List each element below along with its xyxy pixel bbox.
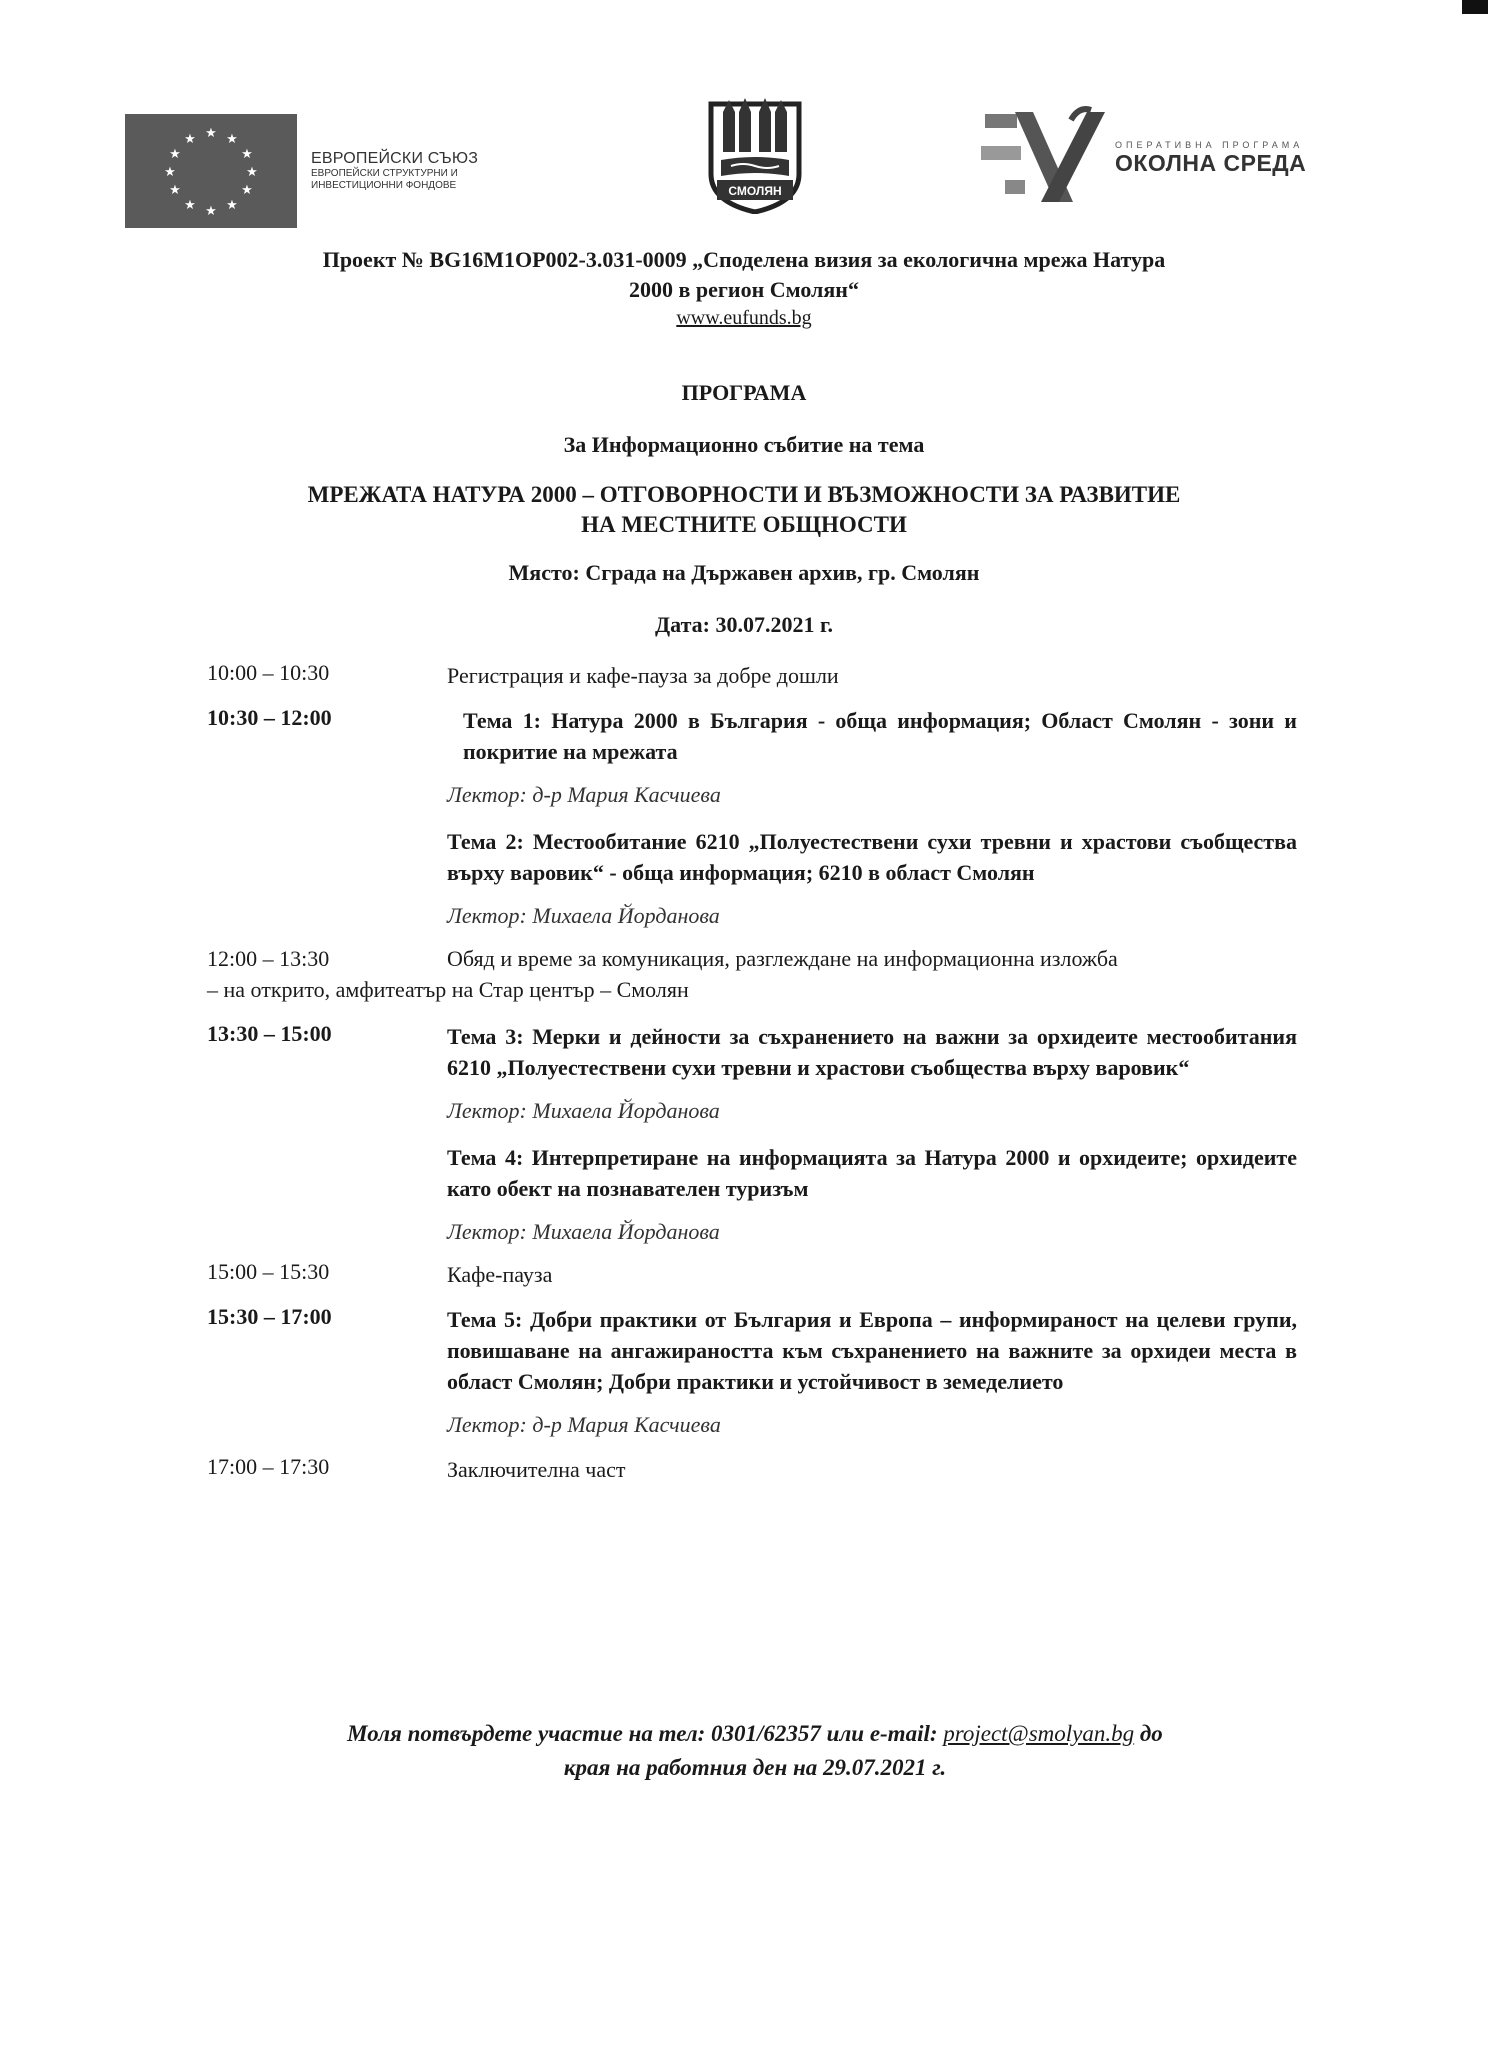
eu-flag-icon (125, 114, 297, 228)
project-title (0, 245, 1488, 305)
eu-logo-subtitle-2: ИНВЕСТИЦИОННИ ФОНДОВЕ (311, 180, 457, 191)
event-place: Място: Сграда на Държавен архив, гр. Смолян (508, 560, 980, 585)
op-logo-small-text: ОПЕРАТИВНА ПРОГРАМА (1115, 140, 1304, 150)
svg-text:★: ★ (241, 147, 253, 162)
topic-4: Тема 4: Интерпретиране на информацията за Натура 2000 и орхидеите; орхидеите като обект на познавателен туризъм (447, 1145, 1297, 1201)
schedule-time: 10:30 – 12:00 (207, 705, 332, 730)
email-link[interactable]: project@smolyan.bg (943, 1721, 1135, 1746)
schedule-time: 10:00 – 10:30 (207, 660, 330, 685)
schedule-time: 12:00 – 13:30 (207, 946, 330, 971)
schedule-row-registration (207, 660, 1297, 691)
eu-logo-title: ЕВРОПЕЙСКИ СЪЮЗ (311, 150, 479, 167)
note-deadline: края на работния ден на 29.07.2021 г. (563, 1755, 947, 1780)
schedule-text: Кафе-пауза (447, 1262, 553, 1287)
eu-logo-subtitle-1: ЕВРОПЕЙСКИ СТРУКТУРНИ И (311, 168, 458, 179)
svg-text:★: ★ (205, 126, 217, 141)
schedule-row-session-1 (207, 705, 1297, 931)
schedule (207, 660, 1297, 1485)
op-environment-logo (975, 102, 1335, 222)
scan-corner-mark (1462, 0, 1488, 14)
schedule-row-session-3 (207, 1304, 1297, 1440)
schedule-row-lunch (207, 943, 1297, 1005)
svg-text:★: ★ (184, 198, 196, 213)
op-logo-big-text: ОКОЛНА СРЕДА (1115, 150, 1307, 176)
svg-text:★: ★ (184, 132, 196, 147)
lector-5: Лектор: д-р Мария Касчиева (447, 1412, 721, 1437)
event-topic-line-1: МРЕЖАТА НАТУРА 2000 – ОТГОВОРНОСТИ И ВЪЗМОЖНОСТИ ЗА РАЗВИТИЕ (307, 482, 1181, 507)
topic-2: Тема 2: Местообитание 6210 „Полуестествени сухи тревни и храстови съобщества върху варовик“ - обща информация; 6210 в област Смолян (447, 829, 1297, 885)
schedule-row-session-2 (207, 1021, 1297, 1247)
schedule-text-continued: – на открито, амфитеатър на Стар център – Смолян (207, 977, 689, 1002)
svg-text:★: ★ (169, 183, 181, 198)
note-text-end: до (1134, 1721, 1163, 1746)
svg-text:★: ★ (169, 147, 181, 162)
lector-2: Лектор: Михаела Йорданова (447, 903, 720, 928)
schedule-row-coffee-break (207, 1259, 1297, 1290)
event-type: За Информационно събитие на тема (563, 432, 925, 457)
topic-3: Тема 3: Мерки и дейности за съхранението на важни за орхидеите местообитания 6210 „Полуестествени сухи тревни и храстови съобщества върху варовик“ (447, 1024, 1297, 1080)
schedule-time: 15:30 – 17:00 (207, 1304, 332, 1329)
eu-logo-text (311, 150, 501, 192)
topic-5: Тема 5: Добри практики от България и Европа – информираност на целеви групи, повишаване на ангажираността към съхранението на важните за орхидеи места в област Смолян; Добри практики и устойчивост в земеделието (447, 1307, 1297, 1394)
schedule-text: Обяд и време за комуникация, разглеждане на информационна изложба (447, 946, 1118, 971)
program-title: ПРОГРАМА (681, 380, 807, 405)
lector-3: Лектор: Михаела Йорданова (447, 1098, 720, 1123)
schedule-text: Заключителна част (447, 1457, 626, 1482)
lector-4: Лектор: Михаела Йорданова (447, 1219, 720, 1244)
note-text: Моля потвърдете участие на тел: 0301/62357 или e-mail: (347, 1721, 944, 1746)
event-date: Дата: 30.07.2021 г. (655, 612, 833, 637)
website-link[interactable]: www.eufunds.bg (676, 307, 812, 329)
svg-text:★: ★ (205, 204, 217, 219)
smolyan-logo-label: СМОЛЯН (728, 184, 782, 198)
event-topic-line-2: НА МЕСТНИТЕ ОБЩНОСТИ (581, 512, 907, 537)
schedule-row-closing (207, 1454, 1297, 1485)
op-environment-x-icon (975, 102, 1115, 222)
lector-1: Лектор: д-р Мария Касчиева (447, 782, 721, 807)
eu-logo (125, 114, 501, 228)
svg-text:★: ★ (246, 165, 258, 180)
svg-text:★: ★ (226, 198, 238, 213)
svg-text:★: ★ (241, 183, 253, 198)
event-topic (0, 480, 1488, 540)
schedule-time: 15:00 – 15:30 (207, 1259, 330, 1284)
confirmation-note (215, 1717, 1295, 1785)
schedule-time: 13:30 – 15:00 (207, 1021, 332, 1046)
logos-row (125, 92, 1325, 232)
project-title-line-2: 2000 в регион Смолян“ (629, 277, 859, 302)
schedule-time: 17:00 – 17:30 (207, 1454, 330, 1479)
smolyan-coat-of-arms-icon (703, 94, 807, 214)
topic-1: Тема 1: Натура 2000 в България - обща информация; Област Смолян - зони и покритие на мрежата (463, 708, 1297, 764)
schedule-text: Регистрация и кафе-пауза за добре дошли (447, 663, 839, 688)
project-title-line-1: Проект № BG16M1OP002-3.031-0009 „Споделена визия за екологична мрежа Натура (322, 247, 1166, 272)
svg-text:★: ★ (226, 132, 238, 147)
svg-text:★: ★ (164, 165, 176, 180)
